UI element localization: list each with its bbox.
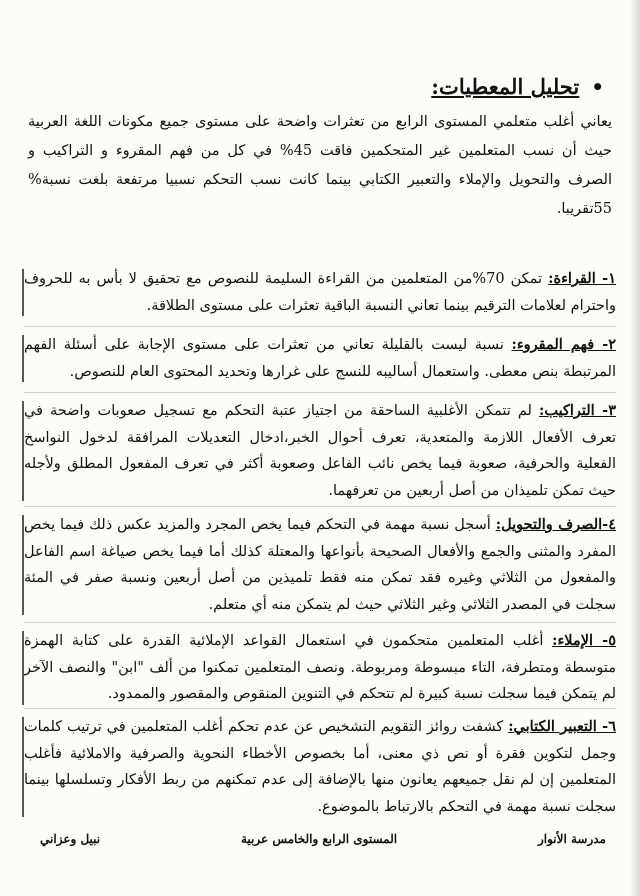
section-body: تمكن 70%من المتعلمين من القراءة السليمة للنصوص مع تحقيق لا بأس به للحروف واحترام لعلامات الترقيم بينما تعاني النسبة الباقية تعثرات على مستوى الطلاقة.	[24, 271, 616, 314]
intro-paragraph: يعاني أغلب متعلمي المستوى الرابع من تعثرات واضحة على مستوى جميع مكونات اللغة العربية حيث أن نسب المتعلمين غير المتحكمين فاقت 45% في كل من فهم المقروء و التراكيب و الصرف والتحويل والإملاء والتعبير الكتابي بينما كانت نسب التحكم نسبيا مرتفعة بلغت نسبة% 55تقريبا.	[28, 114, 612, 217]
section-title	[36, 74, 604, 99]
section-divider	[24, 708, 616, 709]
section-dictation	[24, 628, 616, 708]
section-heading: ٥- الإملاء:	[552, 632, 616, 649]
section-body: نسبة ليست بالقليلة تعاني من تعثرات على مستوى الإجابة على أسئلة الفهم المرتبطة بنص معطى. واستعمال أساليبه للنسج على غرارها وتحديد المحتوى العام للنصوص.	[24, 337, 616, 380]
section-heading: ٦- التعبير الكتابي:	[508, 718, 616, 735]
section-reading	[24, 266, 616, 319]
page-footer	[40, 832, 606, 846]
section-divider	[24, 392, 616, 393]
section-writing	[24, 714, 616, 820]
margin-rule	[22, 335, 24, 382]
section-heading: ٣- التراكيب:	[538, 402, 616, 419]
footer-level: المستوى الرابع والخامس عربية	[240, 832, 398, 846]
section-body: أسجل نسبة مهمة في التحكم فيما يخص المجرد والمزيد عكس ذلك فيما يخص المفرد والمثنى والجمع والأفعال الصحيحة بأنواعها والمعتلة كذلك أما فيما يخص صياغة اسم الفاعل والمفعول من الثلاثي وغيره فقد تمكن منه فقط تلميذين من أصل أربعين ونسبة صفر في المئة سجلت في المصدر الثلاثي وغير الثلاثي حيث لم يتمكن منه أي متعلم.	[24, 517, 616, 613]
footer-author: نبيل وعزاني	[40, 832, 101, 846]
section-divider	[24, 506, 616, 507]
margin-rule	[22, 631, 24, 705]
section-comprehension	[24, 332, 616, 385]
section-divider	[24, 326, 616, 327]
section-structures	[24, 398, 616, 504]
section-heading: ٢- فهم المقروء:	[511, 336, 617, 353]
footer-school: مدرسة الأنوار	[537, 832, 606, 846]
section-heading: ٤-الصرف والتحويل:	[495, 516, 616, 533]
section-body: لم تتمكن الأغلبية الساحقة من اجتياز عتبة التحكم مع تسجيل صعوبات واضحة في تعرف الأفعال اللازمة والمتعدية، تعرف أحوال الخبر،ادخال التعديلات المرافقة لدخول النواسخ الفعلية والحرفية، صعوبة فيما يخص نائب الفاعل وصعوبة أكثر في تعرف المفعول المطلق ولأجله حيث تمكن تلميذان من أصل أربعين من تعرفهما.	[24, 403, 616, 499]
section-heading: ١- القراءة:	[548, 270, 617, 287]
section-body: أغلب المتعلمين متحكمون في استعمال القواعد الإملائية القدرة على كتابة الهمزة متوسطة ومتطرفة، التاء مبسوطة ومربوطة. ونصف المتعلمين تمكنوا من ألف "ابن" والنصف الآخر لم يتمكن فيما سجلت نسبة كبيرة لم تتحكم في التنوين المنقوص والمقصور والممدود.	[24, 633, 616, 702]
page-edge-shadow	[630, 0, 640, 896]
bullet-icon: •	[591, 74, 604, 99]
section-body: كشفت روائز التقويم التشخيص عن عدم تحكم أغلب المتعلمين في ترتيب كلمات وجمل لتكوين فقرة أو نص ذي معنى، أما بخصوص الأخطاء النحوية والصرفية والاملائية فأغلب المتعلمين إن لم نقل جميعهم يعانون منها بالإضافة إلى عدم تمكنهم من ربط الأفكار وتسلسلها بينما سجلت نسبة مهمة في التحكم بالارتباط بالموضوع.	[24, 719, 616, 815]
page-title: تحليل المعطيات:	[431, 74, 580, 99]
margin-rule	[22, 269, 24, 316]
section-divider	[24, 622, 616, 623]
section-morphology	[24, 512, 616, 618]
margin-rule	[22, 401, 24, 501]
margin-rule	[22, 515, 24, 615]
margin-rule	[22, 717, 24, 817]
